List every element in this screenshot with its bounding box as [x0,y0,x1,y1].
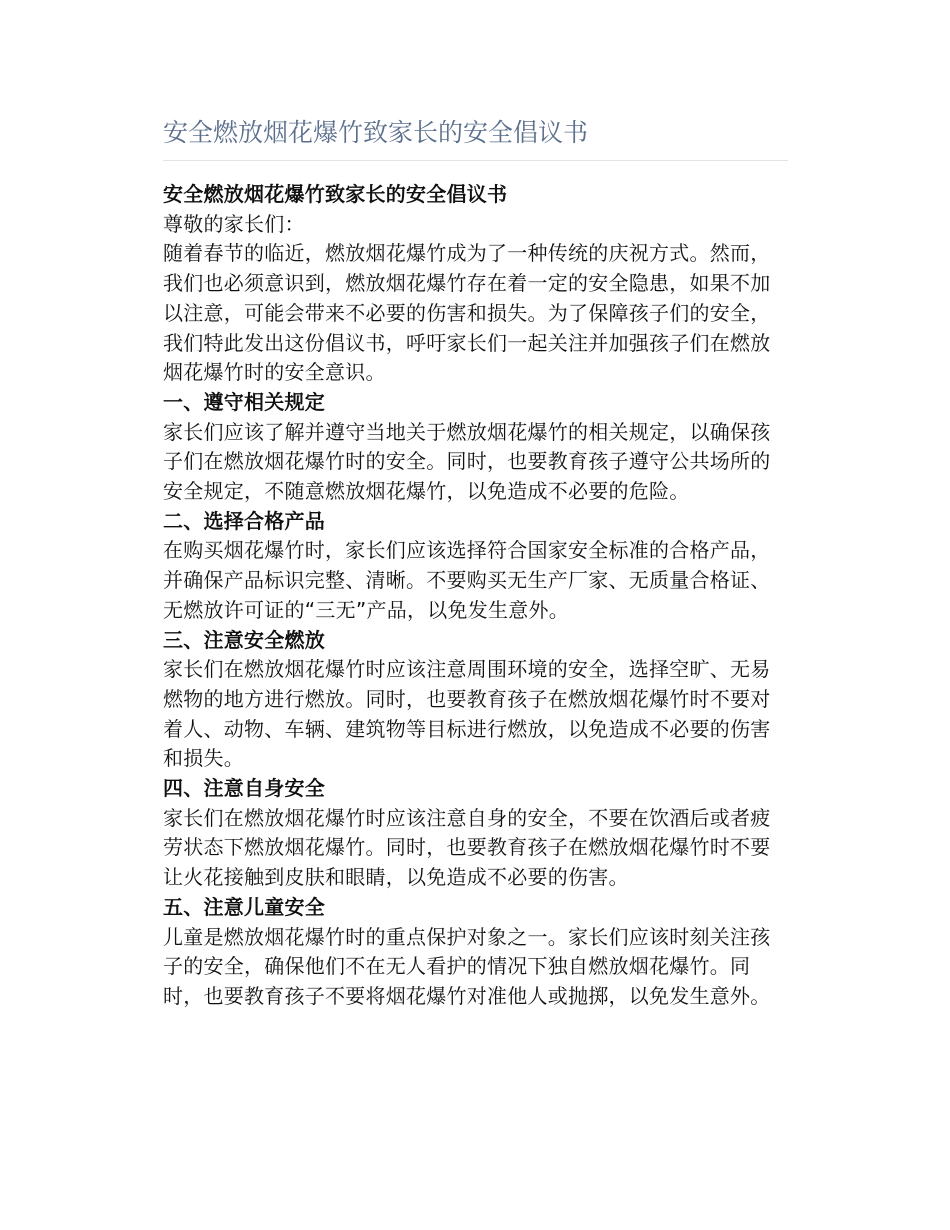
section-body-1: 家长们应该了解并遵守当地关于燃放烟花爆竹的相关规定，以确保孩子们在燃放烟花爆竹时的安全。同时，也要教育孩子遵守公共场所的安全规定，不随意燃放烟花爆竹，以免造成不必要的危险。 [163,419,771,504]
body-title: 安全燃放烟花爆竹致家长的安全倡议书 [163,182,508,206]
title-divider [163,160,788,161]
section-heading-2: 二、选择合格产品 [163,508,325,533]
document-title: 安全燃放烟花爆竹致家长的安全倡议书 [163,118,589,147]
section-heading-3: 三、注意安全燃放 [163,627,325,652]
intro-paragraph: 随着春节的临近，燃放烟花爆竹成为了一种传统的庆祝方式。然而，我们也必须意识到，燃放烟花爆竹存在着一定的安全隐患，如果不加以注意，可能会带来不必要的伤害和损失。为了保障孩子们的安全，我们特此发出这份倡议书，呼吁家长们一起关注并加强孩子们在燃放烟花爆竹时的安全意识。 [163,241,771,385]
section-heading-1: 一、遵守相关规定 [163,389,325,414]
section-body-5: 儿童是燃放烟花爆竹时的重点保护对象之一。家长们应该时刻关注孩子的安全，确保他们不在无人看护的情况下独自燃放烟花爆竹。同时，也要教育孩子不要将烟花爆竹对准他人或抛掷，以免发生意外。 [163,924,771,1008]
section-body-2: 在购买烟花爆竹时，家长们应该选择符合国家安全标准的合格产品，并确保产品标识完整、清晰。不要购买无生产厂家、无质量合格证、无燃放许可证的“三无”产品，以免发生意外。 [163,538,771,622]
section-body-3: 家长们在燃放烟花爆竹时应该注意周围环境的安全，选择空旷、无易燃物的地方进行燃放。同时，也要教育孩子在燃放烟花爆竹时不要对着人、动物、车辆、建筑物等目标进行燃放，以免造成不必要的伤害和损失。 [163,657,771,771]
section-heading-5: 五、注意儿童安全 [163,894,325,919]
section-heading-4: 四、注意自身安全 [163,776,325,801]
section-body-4: 家长们在燃放烟花爆竹时应该注意自身的安全，不要在饮酒后或者疲劳状态下燃放烟花爆竹。同时，也要教育孩子在燃放烟花爆竹时不要让火花接触到皮肤和眼睛，以免造成不必要的伤害。 [163,805,771,890]
document-body [163,180,783,1012]
salutation: 尊敬的家长们： [163,211,305,236]
